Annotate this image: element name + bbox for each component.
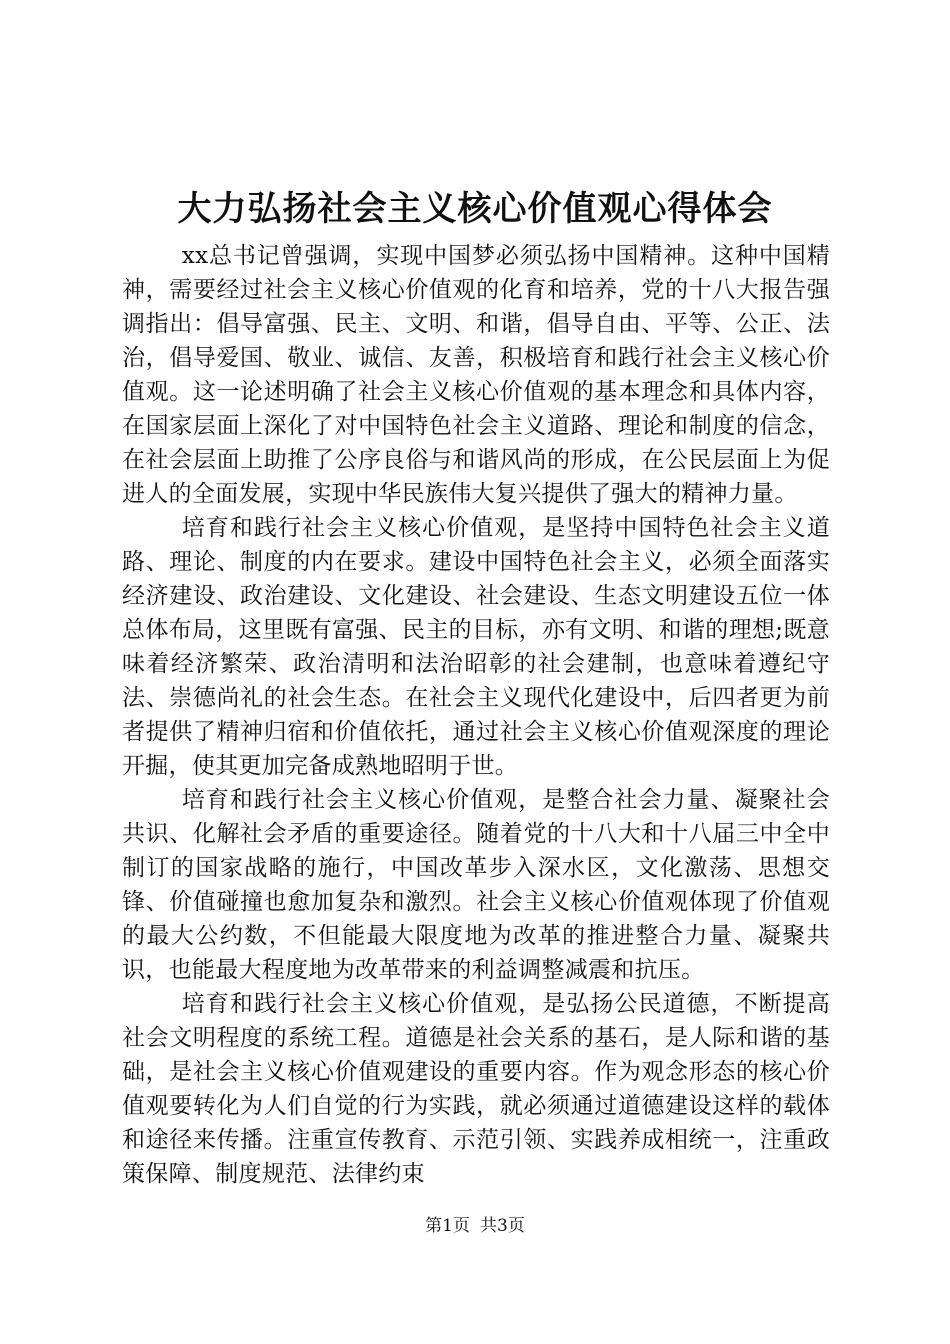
- page-footer: [0, 1214, 950, 1238]
- paragraph: 培育和践行社会主义核心价值观，是弘扬公民道德，不断提高社会文明程度的系统工程。道德是社会关系的基石，是人际和谐的基础，是社会主义核心价值观建设的重要内容。作为观念形态的核心价值观要转化为人们自觉的行为实践，就必须通过道德建设这样的载体和途径来传播。注重宣传教育、示范引领、实践养成相统一，注重政策保障、制度规范、法律约束: [122, 991, 830, 1187]
- page-total: 共3页: [480, 1216, 525, 1236]
- paragraph: 培育和践行社会主义核心价值观，是整合社会力量、凝聚社会共识、化解社会矛盾的重要途径。随着党的十八大和十八届三中全中制订的国家战略的施行，中国改革步入深水区，文化激荡、思想交锋、价值碰撞也愈加复杂和激烈。社会主义核心价值观体现了价值观的最大公约数，不但能最大限度地为改革的推进整合力量、凝聚共识，也能最大程度地为改革带来的利益调整减震和抗压。: [122, 787, 830, 983]
- paragraph: xx总书记曾强调，实现中国梦必须弘扬中国精神。这种中国精神，需要经过社会主义核心价值观的化育和培养，党的十八大报告强调指出：倡导富强、民主、文明、和谐，倡导自由、平等、公正、法治，倡导爱国、敬业、诚信、友善，积极培育和践行社会主义核心价值观。这一论述明确了社会主义核心价值观的基本理念和具体内容，在国家层面上深化了对中国特色社会主义道路、理论和制度的信念，在社会层面上助推了公序良俗与和谐风尚的形成，在公民层面上为促进人的全面发展，实现中华民族伟大复兴提供了强大的精神力量。: [122, 243, 830, 507]
- page-number: 第1页: [425, 1216, 470, 1236]
- paragraph: 培育和践行社会主义核心价值观，是坚持中国特色社会主义道路、理论、制度的内在要求。建设中国特色社会主义，必须全面落实经济建设、政治建设、文化建设、社会建设、生态文明建设五位一体总体布局，这里既有富强、民主的目标，亦有文明、和谐的理想;既意味着经济繁荣、政治清明和法治昭彰的社会建制，也意味着遵纪守法、崇德尚礼的社会生态。在社会主义现代化建设中，后四者更为前者提供了精神归宿和价值依托，通过社会主义核心价值观深度的理论开掘，使其更加完备成熟地昭明于世。: [122, 515, 830, 779]
- document-body: [122, 239, 830, 1191]
- document-title: 大力弘扬社会主义核心价值观心得体会: [177, 189, 773, 229]
